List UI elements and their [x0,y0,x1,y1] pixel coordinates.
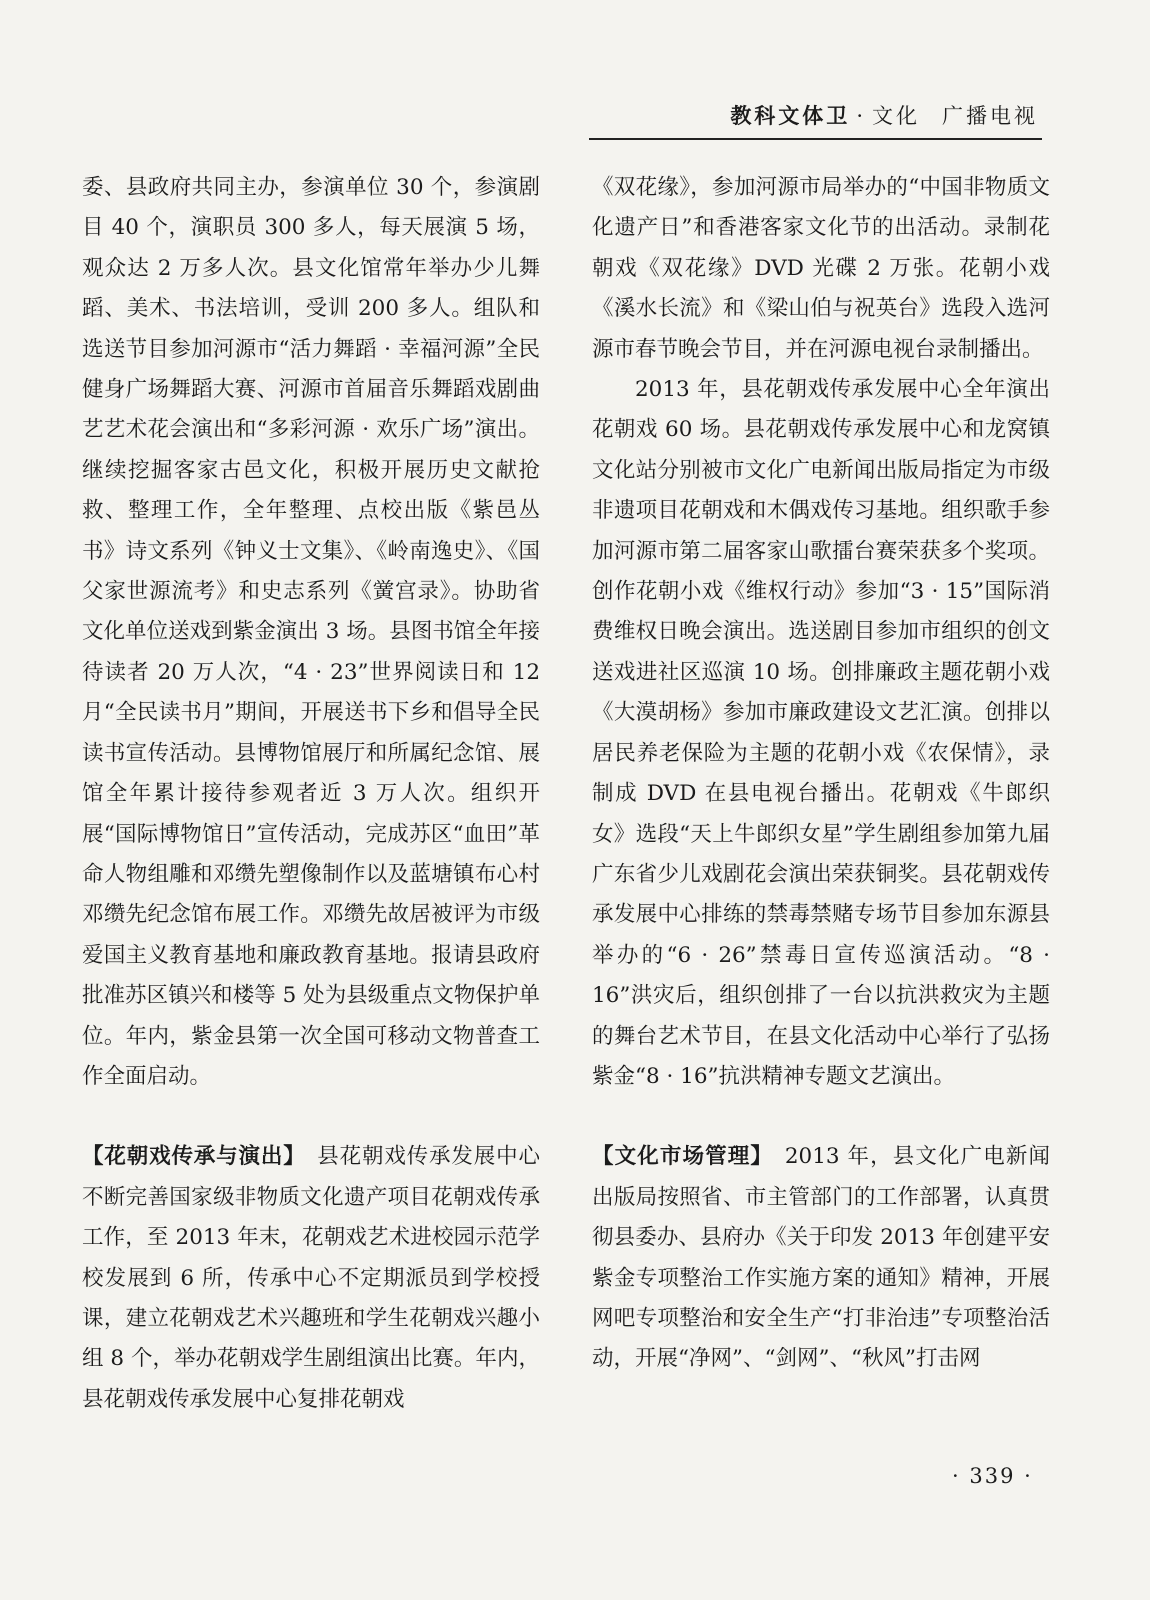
section-text-culture-market: 2013 年，县文化广电新闻出版局按照省、市主管部门的工作部署，认真贯彻县委办、县府办《关于印发 2013 年创建平安紫金专项整治工作实施方案的通知》精神，开展网吧专项整治和安全生产“打非治违”专项整治活动，开展“净网”、“剑网”、“秋风”打击网 [592,1144,1050,1372]
running-head-separator: · [856,104,866,128]
running-head [730,100,1038,130]
section-text-huachao-opera: 县花朝戏传承发展中心不断完善国家级非物质文化遗产项目花朝戏传承工作，至 2013 年末，花朝戏艺术进校园示范学校发展到 6 所，传承中心不定期派员到学校授课，建立花朝戏艺术兴趣班和学生花朝戏兴趣小组 8 个，举办花朝戏学生剧组演出比赛。年内，县花朝戏传承发展中心复排花朝戏 [82,1144,540,1412]
section-title-culture-market: 【文化市场管理】 [592,1144,763,1170]
section-title-huachao-opera: 【花朝戏传承与演出】 [82,1144,295,1170]
page-header [0,0,1150,140]
running-head-category-broadcast: 广播电视 [942,104,1038,128]
left-column [82,168,540,1420]
running-head-category-culture: 文化 [872,104,920,128]
running-head-section: 教科文体卫 [730,103,851,128]
section-huachao-opera [82,1137,540,1420]
left-paragraph-continued: 委、县政府共同主办，参演单位 30 个，参演剧目 40 个，演职员 300 多人，每天展演 5 场，观众达 2 万多人次。县文化馆常年举办少儿舞蹈、美术、书法培训，受训 200 多人。组队和选送节目参加河源市“活力舞蹈 · 幸福河源”全民健身广场舞蹈大赛、河源市首届音乐舞蹈戏剧曲艺艺术花会演出和“多彩河源 · 欢乐广场”演出。继续挖掘客家古邑文化，积极开展历史文献抢救、整理工作，全年整理、点校出版《紫邑丛书》诗文系列《钟义士文集》、《岭南逸史》、《国父家世源流考》和史志系列《黉宫录》。协助省文化单位送戏到紫金演出 3 场。县图书馆全年接待读者 20 万人次，“4 · 23”世界阅读日和 12 月“全民读书月”期间，开展送书下乡和倡导全民读书宣传活动。县博物馆展厅和所属纪念馆、展馆全年累计接待参观者近 3 万人次。组织开展“国际博物馆日”宣传活动，完成苏区“血田”革命人物组雕和邓缵先塑像制作以及蓝塘镇布心村邓缵先纪念馆布展工作。邓缵先故居被评为市级爱国主义教育基地和廉政教育基地。报请县政府批准苏区镇兴和楼等 5 处为县级重点文物保护单位。年内，紫金县第一次全国可移动文物普查工作全面启动。 [82,175,540,1089]
page-number: · 339 · [952,1464,1033,1488]
right-paragraph-2013: 2013 年，县花朝戏传承发展中心全年演出花朝戏 60 场。县花朝戏传承发展中心和龙窝镇文化站分别被市文化广电新闻出版局指定为市级非遗项目花朝戏和木偶戏传习基地。组织歌手参加河源市第二届客家山歌擂台赛荣获多个奖项。创作花朝小戏《维权行动》参加“3 · 15”国际消费维权日晚会演出。选送剧目参加市组织的创文送戏进社区巡演 10 场。创排廉政主题花朝小戏《大漠胡杨》参加市廉政建设文艺汇演。创排以居民养老保险为主题的花朝小戏《农保情》，录制成 DVD 在县电视台播出。花朝戏《牛郎织女》选段“天上牛郎织女星”学生剧组参加第九届广东省少儿戏剧花会演出荣获铜奖。县花朝戏传承发展中心排练的禁毒禁赌专场节目参加东源县举办的“6 · 26”禁毒日宣传巡演活动。“8 · 16”洪灾后，组织创排了一台以抗洪救灾为主题的舞台艺术节目，在县文化活动中心举行了弘扬紫金“8 · 16”抗洪精神专题文艺演出。 [592,377,1050,1089]
header-rule [589,138,1042,140]
right-column [592,168,1050,1380]
right-paragraph-continued: 《双花缘》，参加河源市局举办的“中国非物质文化遗产日”和香港客家文化节的出活动。录制花朝戏《双花缘》DVD 光碟 2 万张。花朝小戏《溪水长流》和《梁山伯与祝英台》选段入选河源市春节晚会节目，并在河源电视台录制播出。 [592,175,1050,362]
section-culture-market [592,1137,1050,1379]
